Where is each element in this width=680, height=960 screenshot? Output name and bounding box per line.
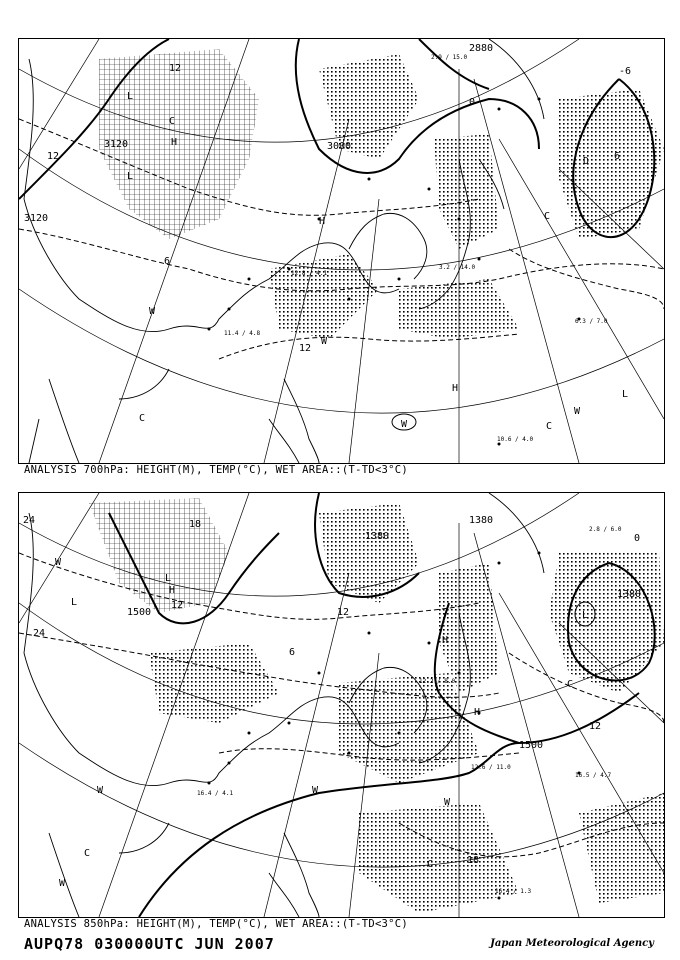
temp-label: 6 bbox=[164, 256, 171, 267]
center-marker: C bbox=[139, 413, 146, 424]
center-marker: W bbox=[312, 785, 319, 796]
center-marker: C bbox=[169, 116, 176, 127]
temp-label: 18 bbox=[189, 519, 202, 530]
height-label: 3120 bbox=[24, 213, 49, 224]
height-label: 1380 bbox=[365, 531, 390, 542]
temp-label: 0 bbox=[469, 97, 476, 108]
temp-label: 12 bbox=[299, 343, 312, 354]
agency-name: Japan Meteorological Agency bbox=[490, 938, 654, 949]
station-obs: 3.2 / 14.0 bbox=[439, 264, 476, 271]
center-marker: H bbox=[442, 635, 449, 646]
height-label: 3120 bbox=[104, 139, 129, 150]
chart-code: AUPQ78 030000UTC JUN 2007 bbox=[24, 935, 275, 953]
center-marker: C bbox=[427, 859, 434, 870]
center-marker: L bbox=[622, 389, 629, 400]
center-marker: C bbox=[544, 211, 551, 222]
wet-areas bbox=[99, 49, 664, 339]
station-obs: 12.8 / 4.1 bbox=[291, 270, 328, 277]
center-marker: W bbox=[149, 306, 156, 317]
center-marker: W bbox=[401, 419, 408, 430]
caption-700hpa: ANALYSIS 700hPa: HEIGHT(M), TEMP(°C), WET AREA::(T-TD<3°C) bbox=[24, 464, 409, 476]
height-label: 3000 bbox=[327, 141, 352, 152]
center-marker: W bbox=[321, 336, 328, 347]
map-850hpa bbox=[18, 492, 665, 918]
temp-label: 6 bbox=[614, 151, 621, 162]
height-label: 1380 bbox=[469, 515, 494, 526]
station-obs: 10.6 / 4.0 bbox=[497, 436, 534, 443]
center-marker-d: D bbox=[583, 156, 590, 167]
station-obs: 2.9 / 15.0 bbox=[431, 54, 468, 61]
temp-label: 12 bbox=[169, 63, 182, 74]
center-marker: W bbox=[444, 797, 451, 808]
station-obs: 16.4 / 1.3 bbox=[495, 888, 532, 895]
temp-label: 12 bbox=[589, 721, 602, 732]
center-marker: L bbox=[165, 573, 172, 584]
center-marker: H bbox=[319, 216, 326, 227]
temp-label: 18 bbox=[467, 855, 480, 866]
map-700hpa-svg bbox=[19, 39, 664, 463]
caption-850hpa: ANALYSIS 850hPa: HEIGHT(M), TEMP(°C), WET AREA::(T-TD<3°C) bbox=[24, 918, 409, 930]
temp-label: 24 bbox=[33, 628, 46, 639]
center-marker: H bbox=[452, 383, 459, 394]
center-marker: L bbox=[127, 171, 134, 182]
station-obs: 12.6 / 11.0 bbox=[471, 764, 511, 771]
center-marker: C bbox=[567, 679, 574, 690]
center-marker: W bbox=[59, 878, 66, 889]
temp-label: 12 bbox=[47, 151, 60, 162]
center-marker: L bbox=[582, 610, 589, 621]
map-700hpa bbox=[18, 38, 665, 464]
center-marker: W bbox=[574, 406, 581, 417]
center-marker: H bbox=[474, 707, 481, 718]
temp-label: 6 bbox=[289, 647, 296, 658]
temp-label: 12 bbox=[171, 600, 184, 611]
temp-label: 12 bbox=[337, 607, 350, 618]
center-marker: H bbox=[169, 585, 176, 596]
temp-label: -6 bbox=[619, 66, 632, 77]
station-obs: 12.2 / 8.0 bbox=[419, 678, 456, 685]
center-marker: W bbox=[97, 785, 104, 796]
height-label: 1500 bbox=[519, 740, 544, 751]
height-label: 1500 bbox=[127, 607, 152, 618]
center-marker: L bbox=[71, 597, 78, 608]
station-obs: 16.5 / 4.7 bbox=[575, 772, 612, 779]
height-label: 1380 bbox=[617, 589, 642, 600]
center-marker: L bbox=[127, 91, 134, 102]
wet-areas bbox=[89, 498, 664, 913]
map-850hpa-svg bbox=[19, 493, 664, 917]
temp-label: 0 bbox=[634, 533, 641, 544]
center-marker: H bbox=[171, 137, 178, 148]
station-obs: 16.4 / 4.1 bbox=[197, 790, 234, 797]
center-marker: C bbox=[84, 848, 91, 859]
height-label: 2880 bbox=[469, 43, 494, 54]
station-marks bbox=[208, 98, 581, 446]
temp-label: 24 bbox=[23, 515, 36, 526]
station-obs: 11.4 / 4.8 bbox=[224, 330, 261, 337]
station-obs: 6.3 / 7.0 bbox=[575, 318, 608, 325]
station-obs: 2.8 / 6.0 bbox=[589, 526, 622, 533]
center-marker: W bbox=[55, 557, 62, 568]
center-marker: C bbox=[546, 421, 553, 432]
